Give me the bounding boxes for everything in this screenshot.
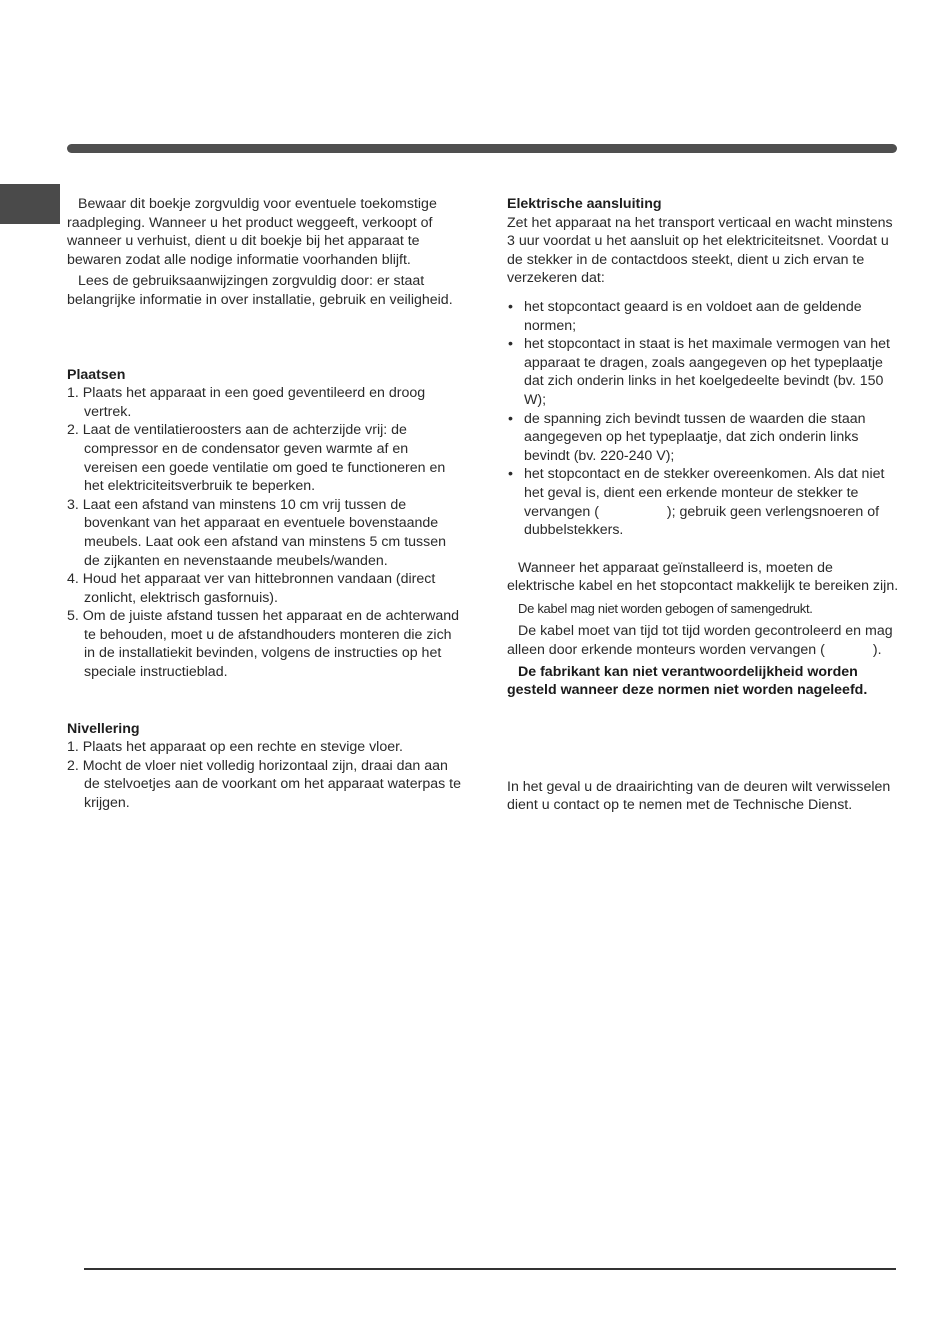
cable-bend-note: De kabel mag niet worden gebogen of samengedrukt. (518, 600, 813, 616)
list-item: 1. Plaats het apparaat op een rechte en stevige vloer. (67, 739, 403, 756)
cable-check-paragraph (507, 622, 899, 659)
deuren-paragraph: In het geval u de draairichting van de deuren wilt verwisselen dient u contact op te nemen met de Technische Dienst. (507, 778, 891, 814)
left-column (67, 195, 462, 813)
right-column (507, 195, 899, 815)
list-item: 4. Houd het apparaat ver van hittebronnen vandaan (direct zonlicht, elektrisch gasfornuis). (67, 571, 436, 606)
paragraph-text: De kabel moet van tijd tot tijd worden gecontroleerd en mag alleen door erkende monteurs worden vervangen ( (507, 623, 893, 659)
list-item: 1. Plaats het apparaat in een goed geventileerd en droog vertrek. (67, 385, 426, 420)
intro-paragraph-1: Bewaar dit boekje zorgvuldig voor eventuele toekomstige raadpleging. Wanneer u het product weggeeft, verkoopt of wanneer u verhuist, dient u dit boekje bij het apparaat te bewaren zodat alle nodige informatie voorhanden blijft. (67, 196, 437, 268)
list-item (507, 465, 899, 539)
nivellering-heading: Nivellering (67, 720, 140, 737)
list-item: 2. Laat de ventilatieroosters aan de achterzijde vrij: de compressor en de condensator geven warmte af en vereisen een goede ventilatie om goed te functioneren en het elektriciteitsverbruik te beperken. (67, 422, 446, 495)
elektrisch-checklist (507, 298, 899, 540)
plaatsen-list (67, 384, 462, 682)
bullet-text: ); gebruik geen verlengsnoeren of dubbelstekkers. (524, 503, 880, 539)
plaatsen-heading: Plaatsen (67, 366, 126, 383)
list-item: 3. Laat een afstand van minstens 10 cm vrij tussen de bovenkant van het apparaat en eventuele bovenstaande meubels. Laat ook een afstand van minstens 5 cm tussen de zijkanten en nevenstaande meubels/wanden. (67, 496, 446, 569)
footer-rule (84, 1268, 896, 1270)
manufacturer-warning: De fabrikant kan niet verantwoordelijkheid worden gesteld wanneer deze normen niet worden nageleefd. (507, 663, 868, 699)
list-item: 2. Mocht de vloer niet volledig horizontaal zijn, draai dan aan de stelvoetjes aan de voorkant om het apparaat waterpas te krijgen. (67, 757, 461, 812)
elektrisch-intro: Zet het apparaat na het transport verticaal en wacht minstens 3 uur voordat u het aansluit op het elektriciteitsnet. Voordat u de stekker in de contactdoos steekt, dient u zich ervan te verzekeren dat: (507, 214, 893, 287)
list-item: • het stopcontact in staat is het maximale vermogen van het apparaat te dragen, zoals aangegeven op het typeplaatje dat zich onderin links in het koelgedeelte bevindt (bv. 150 W); (507, 335, 899, 409)
elektrische-aansluiting-heading: Elektrische aansluiting (507, 196, 662, 212)
bullet-text: het stopcontact en de stekker overeenkomen. Als dat niet het geval is, dient een erkende monteur de stekker te vervangen ( (524, 466, 885, 520)
installed-paragraph: Wanneer het apparaat geïnstalleerd is, moeten de elektrische kabel en het stopcontact makkelijk te bereiken zijn. (507, 559, 899, 595)
list-item: 5. Om de juiste afstand tussen het apparaat en de achterwand te behouden, moet u de afstandhouders monteren die zich in de installatiekit bevinden, volgens de instructies op het speciale instructieblad. (67, 608, 459, 681)
language-tab (0, 184, 60, 224)
header-bar (67, 144, 897, 153)
list-item: • het stopcontact geaard is en voldoet aan de geldende normen; (507, 298, 899, 335)
nivellering-list (67, 738, 462, 812)
intro-paragraph-2: Lees de gebruiksaanwijzingen zorgvuldig door: er staat belangrijke informatie in over installatie, gebruik en veiligheid. (67, 273, 453, 308)
paragraph-text: ). (872, 642, 882, 659)
list-item: • de spanning zich bevindt tussen de waarden die staan aangegeven op het typeplaatje, dat zich onderin links bevindt (bv. 220-240 V); (507, 410, 899, 466)
